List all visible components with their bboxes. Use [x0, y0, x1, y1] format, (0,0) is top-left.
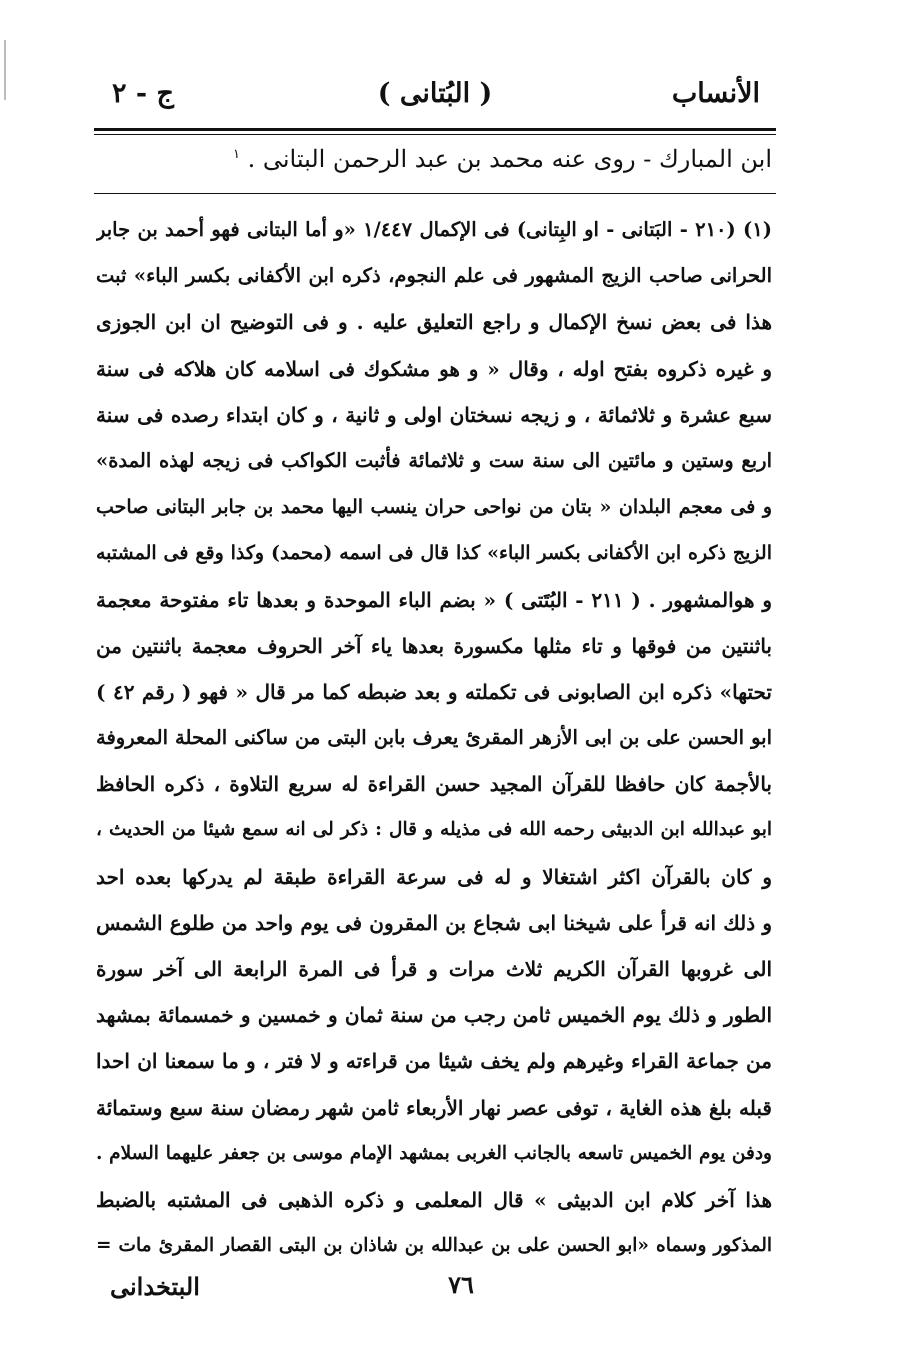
footnote-line: ابو عبدالله ابن الدبيثى رحمه الله فى مذيله و قال : ذكر لى انه سمع شيئا من الحديث ، — [96, 819, 772, 841]
footnote-line: الطور و ذلك يوم الخميس ثامن رجب من سنة ثمان و خمسين و خمسمائة بمشهد — [96, 1003, 772, 1028]
footnote-line: و ذلك انه قرأ على شيخنا ابى شجاع بن المقرون فى يوم واحد من طلوع الشمس — [96, 910, 772, 935]
footnote-line: المذكور وسماه «ابو الحسن على بن عبدالله بن شاذان بن البتى القصار المقرئ مات = — [96, 1235, 772, 1257]
main-text-continuation — [233, 145, 772, 173]
running-header — [100, 78, 770, 122]
footnote-line: سبع عشرة و ثلاثمائة ، و زيجه نسختان اولى و ثانية ، و كان ابتداء رصده فى سنة — [96, 402, 772, 427]
footnote-line: و هوالمشهور . ( ٢١١ - البُتَتى ) « بضم الباء الموحدة و بعدها تاء مفتوحة معجمة — [96, 587, 772, 612]
footnote-line: و غيره ذكروه بفتح اوله ، وقال « و هو مشكوك فى اسلامه كان هلاكه فى سنة — [96, 356, 772, 381]
footnote-line: قبله بلغ هذه الغاية ، توفى عصر نهار الأربعاء ثامن شهر رمضان سنة سبع وستمائة — [96, 1095, 772, 1120]
footnote-separator — [94, 193, 776, 194]
footnotes-block — [96, 207, 772, 1269]
footnote-line: تحتها» ذكره ابن الصابونى فى تكملته و بعد ضبطه كما مر قال « فهو ( رقم ٤٢ ) — [96, 679, 772, 704]
footnote-line: باثنتين من فوقها و تاء مثلها مكسورة بعدها ياء آخر الحروف معجمة باثنتين من — [96, 633, 772, 658]
footnote-line: (١) (٢١٠ - البَتانى - او البِتانى) فى الإكمال ١/٤٤٧ «و أما البتانى فهو أحمد بن جابر — [96, 218, 772, 241]
footnote-line: و فى معجم البلدان « بتان من نواحى حران ينسب اليها محمد بن جابر البتانى صاحب — [96, 496, 772, 519]
footnote-line: الزيج ذكره ابن الأكفانى بكسر الباء» كذا قال فى اسمه (محمد) وكذا وقع فى المشتبه — [96, 542, 772, 565]
footnote-line: هذا فى بعض نسخ الإكمال و راجع التعليق عليه . و فى التوضيح ان ابن الجوزى — [96, 310, 772, 335]
header-volume: ج - ٢ — [112, 78, 174, 109]
footnote-line: و كان بالقرآن اكثر اشتغالا و له فى سرعة القراءة طبقة لم يدركها بعده احد — [96, 864, 772, 889]
footnote-line: الحرانى صاحب الزيج المشهور فى علم النجوم، ذكره ابن الأكفانى بكسر الباء» ثبت — [96, 264, 772, 288]
main-text-line: ابن المبارك - روى عنه محمد بن عبد الرحمن البتانى . — [247, 145, 772, 173]
header-entry: ( البُتانى ) — [377, 78, 493, 109]
scan-edge-mark — [4, 40, 6, 100]
page-number: ٧٦ — [448, 1270, 474, 1299]
footnote-marker: ١ — [232, 147, 240, 162]
footnote-line: من جماعة القراء وغيرهم ولم يخف شيئا من قراءته و لا فتر ، و ما سمعنا ان احدا — [96, 1049, 772, 1074]
footnote-line: ودفن يوم الخميس تاسعه بالجانب الغربى بمشهد الإمام موسى بن جعفر عليهما السلام . — [96, 1142, 772, 1164]
footnote-line: اربع وستين و مائتين الى سنة ست و ثلاثمائة فأثبت الكواكب فى زيجه لهذه المدة» — [96, 448, 772, 472]
footnote-line: هذا آخر كلام ابن الدبيثى » قال المعلمى و ذكره الذهبى فى المشتبه بالضبط — [96, 1187, 772, 1212]
header-title: الأنساب — [671, 78, 760, 109]
header-rule-thin — [94, 134, 776, 135]
catchword: البتخدانى — [110, 1272, 200, 1301]
footnote-line: الى غروبها القرآن الكريم ثلاث مرات و قرأ فى المرة الرابعة الى آخر سورة — [96, 957, 772, 981]
header-rule-thick — [94, 128, 776, 131]
footnote-line: بالأجمة كان حافظا للقرآن المجيد حسن القراءة له سريع التلاوة ، ذكره الحافظ — [96, 772, 772, 797]
footnote-line: ابو الحسن على بن ابى الأزهر المقرئ يعرف بابن البتى من ساكنى المحلة المعروفة — [96, 726, 772, 750]
